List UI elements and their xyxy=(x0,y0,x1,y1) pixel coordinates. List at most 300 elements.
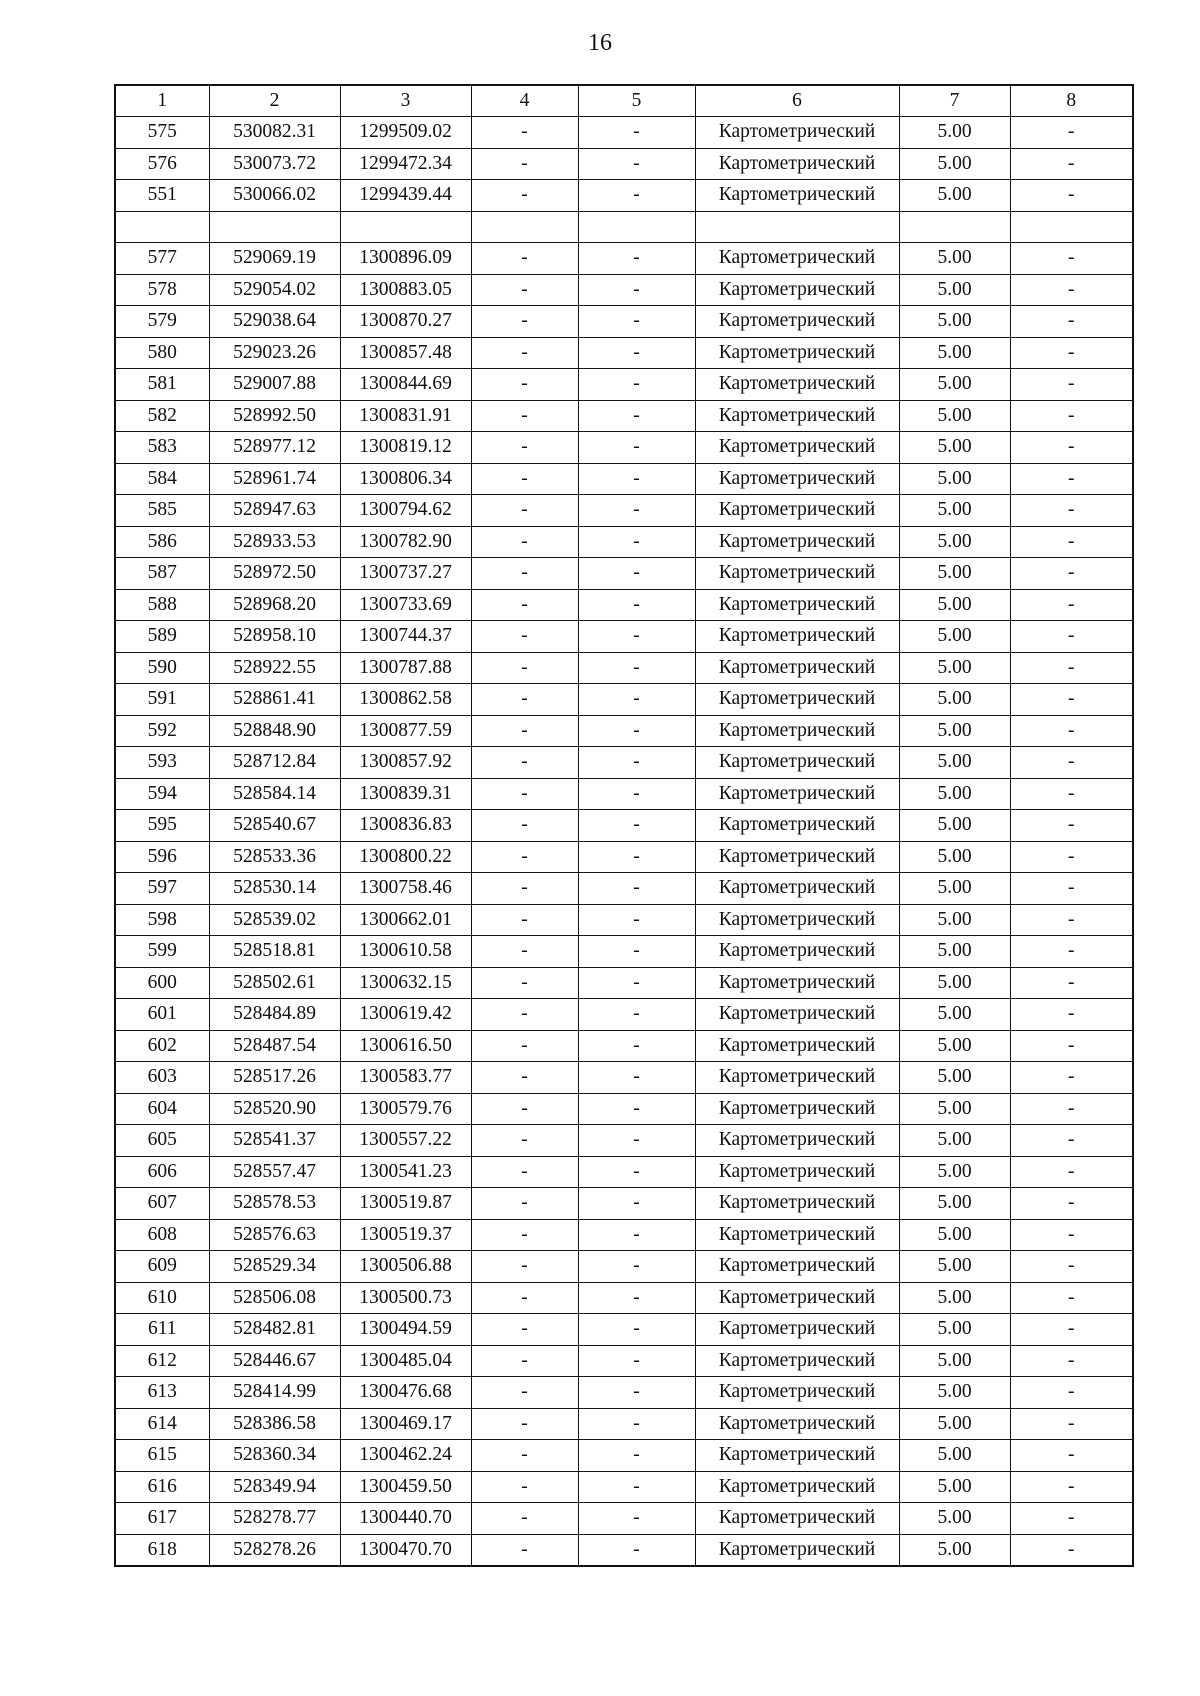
table-row xyxy=(115,904,1133,936)
table-cell: - xyxy=(471,1062,578,1094)
table-cell: 528933.53 xyxy=(209,526,340,558)
table-cell: - xyxy=(578,558,695,590)
table-cell: 528541.37 xyxy=(209,1125,340,1157)
table-cell: - xyxy=(1010,463,1133,495)
table-cell: - xyxy=(471,652,578,684)
table-cell: - xyxy=(1010,526,1133,558)
table-cell: - xyxy=(1010,1408,1133,1440)
table-cell: 1300462.24 xyxy=(340,1440,471,1472)
table-cell: 5.00 xyxy=(899,306,1010,338)
table-row xyxy=(115,621,1133,653)
table-cell: 579 xyxy=(115,306,209,338)
table-cell: 528530.14 xyxy=(209,873,340,905)
table-cell: 528968.20 xyxy=(209,589,340,621)
table-cell: 5.00 xyxy=(899,1440,1010,1472)
table-cell: 592 xyxy=(115,715,209,747)
table-cell: 1300744.37 xyxy=(340,621,471,653)
table-cell: - xyxy=(578,1219,695,1251)
table-row xyxy=(115,1408,1133,1440)
table-cell: 5.00 xyxy=(899,841,1010,873)
table-cell: - xyxy=(1010,841,1133,873)
table-cell: 528360.34 xyxy=(209,1440,340,1472)
table-row xyxy=(115,148,1133,180)
table-cell: Картометрический xyxy=(695,1125,899,1157)
table-cell: - xyxy=(1010,873,1133,905)
table-cell: - xyxy=(471,621,578,653)
table-cell: 618 xyxy=(115,1534,209,1566)
table-cell: 607 xyxy=(115,1188,209,1220)
table-cell: 5.00 xyxy=(899,495,1010,527)
table-row xyxy=(115,589,1133,621)
table-cell: 529054.02 xyxy=(209,274,340,306)
table-cell: Картометрический xyxy=(695,495,899,527)
table-cell: 5.00 xyxy=(899,1030,1010,1062)
table-cell: 616 xyxy=(115,1471,209,1503)
table-cell: 610 xyxy=(115,1282,209,1314)
table-cell: Картометрический xyxy=(695,1534,899,1566)
table-cell: - xyxy=(1010,1125,1133,1157)
table-cell: 5.00 xyxy=(899,1471,1010,1503)
table-cell: 580 xyxy=(115,337,209,369)
table-cell: - xyxy=(1010,1251,1133,1283)
table-cell: Картометрический xyxy=(695,1471,899,1503)
table-cell: Картометрический xyxy=(695,1030,899,1062)
table-cell: 5.00 xyxy=(899,967,1010,999)
table-cell: 1300459.50 xyxy=(340,1471,471,1503)
table-cell: - xyxy=(1010,652,1133,684)
table-cell: 609 xyxy=(115,1251,209,1283)
table-cell: - xyxy=(578,1125,695,1157)
table-cell: Картометрический xyxy=(695,558,899,590)
table-cell: 530066.02 xyxy=(209,180,340,212)
table-cell: 613 xyxy=(115,1377,209,1409)
table-cell: 5.00 xyxy=(899,369,1010,401)
table-cell: - xyxy=(471,873,578,905)
table-cell: Картометрический xyxy=(695,337,899,369)
table-cell: 584 xyxy=(115,463,209,495)
table-cell: 1300806.34 xyxy=(340,463,471,495)
table-cell: 611 xyxy=(115,1314,209,1346)
table-cell: - xyxy=(471,1345,578,1377)
table-cell: - xyxy=(471,747,578,779)
table-cell: Картометрический xyxy=(695,1314,899,1346)
table-cell: Картометрический xyxy=(695,400,899,432)
table-cell: - xyxy=(578,747,695,779)
table-cell: 1300787.88 xyxy=(340,652,471,684)
table-cell: 1300883.05 xyxy=(340,274,471,306)
table-cell: 528557.47 xyxy=(209,1156,340,1188)
table-cell: 1300737.27 xyxy=(340,558,471,590)
table-cell: 528977.12 xyxy=(209,432,340,464)
table-cell: 576 xyxy=(115,148,209,180)
table-row xyxy=(115,810,1133,842)
table-cell: 528502.61 xyxy=(209,967,340,999)
table-cell: - xyxy=(471,1125,578,1157)
table-cell: 528947.63 xyxy=(209,495,340,527)
table-cell: - xyxy=(471,369,578,401)
table-cell: 593 xyxy=(115,747,209,779)
table-cell xyxy=(1010,211,1133,243)
table-cell: Картометрический xyxy=(695,715,899,747)
table-cell: - xyxy=(1010,306,1133,338)
table-cell: - xyxy=(578,1440,695,1472)
table-cell: 602 xyxy=(115,1030,209,1062)
table-row xyxy=(115,1534,1133,1566)
table-cell: 5.00 xyxy=(899,243,1010,275)
table-row xyxy=(115,1125,1133,1157)
column-header-3: 3 xyxy=(340,85,471,117)
table-cell: 5.00 xyxy=(899,463,1010,495)
table-cell: 5.00 xyxy=(899,1503,1010,1535)
table-cell: 5.00 xyxy=(899,1314,1010,1346)
table-cell: Картометрический xyxy=(695,999,899,1031)
table-cell: - xyxy=(578,1062,695,1094)
table-cell: 5.00 xyxy=(899,1093,1010,1125)
table-cell: Картометрический xyxy=(695,1503,899,1535)
table-cell: 528539.02 xyxy=(209,904,340,936)
table-cell: 5.00 xyxy=(899,1377,1010,1409)
table-cell: - xyxy=(1010,1503,1133,1535)
table-body xyxy=(115,117,1133,1567)
table-header-row xyxy=(115,85,1133,117)
table-cell xyxy=(209,211,340,243)
table-cell xyxy=(578,211,695,243)
table-cell: 603 xyxy=(115,1062,209,1094)
table-cell: - xyxy=(1010,1282,1133,1314)
table-cell: 583 xyxy=(115,432,209,464)
table-cell xyxy=(471,211,578,243)
column-header-5: 5 xyxy=(578,85,695,117)
table-cell: 596 xyxy=(115,841,209,873)
table-cell: - xyxy=(471,117,578,149)
table-cell: - xyxy=(578,999,695,1031)
table-cell: 528446.67 xyxy=(209,1345,340,1377)
table-cell: - xyxy=(471,1188,578,1220)
table-row xyxy=(115,1377,1133,1409)
table-row xyxy=(115,558,1133,590)
table-cell: Картометрический xyxy=(695,306,899,338)
table-row xyxy=(115,747,1133,779)
table-row xyxy=(115,1251,1133,1283)
table-cell: 1300519.37 xyxy=(340,1219,471,1251)
table-cell: - xyxy=(471,1314,578,1346)
table-cell: - xyxy=(471,526,578,558)
table-cell: - xyxy=(1010,1314,1133,1346)
table-cell: 529069.19 xyxy=(209,243,340,275)
table-cell: 528414.99 xyxy=(209,1377,340,1409)
table-cell: - xyxy=(471,274,578,306)
table-cell: Картометрический xyxy=(695,1188,899,1220)
table-cell: - xyxy=(1010,1030,1133,1062)
table-cell: 1300583.77 xyxy=(340,1062,471,1094)
table-row xyxy=(115,1282,1133,1314)
table-cell: 599 xyxy=(115,936,209,968)
table-cell: 529023.26 xyxy=(209,337,340,369)
table-cell: 1300870.27 xyxy=(340,306,471,338)
table-cell: 5.00 xyxy=(899,148,1010,180)
table-cell: - xyxy=(578,1534,695,1566)
table-cell: 604 xyxy=(115,1093,209,1125)
table-cell: 5.00 xyxy=(899,778,1010,810)
table-cell: 5.00 xyxy=(899,1156,1010,1188)
table-cell: 528517.26 xyxy=(209,1062,340,1094)
table-cell: 615 xyxy=(115,1440,209,1472)
table-cell: 614 xyxy=(115,1408,209,1440)
table-cell: Картометрический xyxy=(695,180,899,212)
table-cell: 5.00 xyxy=(899,1188,1010,1220)
table-cell: - xyxy=(578,432,695,464)
table-cell: Картометрический xyxy=(695,1062,899,1094)
table-cell: Картометрический xyxy=(695,1251,899,1283)
table-cell: 1300619.42 xyxy=(340,999,471,1031)
table-cell: 1300844.69 xyxy=(340,369,471,401)
table-cell: 1300800.22 xyxy=(340,841,471,873)
table-cell: - xyxy=(578,180,695,212)
table-cell: 1300557.22 xyxy=(340,1125,471,1157)
table-cell: - xyxy=(578,589,695,621)
table-cell: Картометрический xyxy=(695,1440,899,1472)
table-cell: - xyxy=(578,1345,695,1377)
table-cell: 1300836.83 xyxy=(340,810,471,842)
table-row xyxy=(115,841,1133,873)
table-cell: - xyxy=(1010,936,1133,968)
table-cell: - xyxy=(471,306,578,338)
table-cell: 528958.10 xyxy=(209,621,340,653)
table-cell: 1300862.58 xyxy=(340,684,471,716)
table-cell: 581 xyxy=(115,369,209,401)
table-cell: 5.00 xyxy=(899,337,1010,369)
table-row xyxy=(115,495,1133,527)
table-cell: 1300506.88 xyxy=(340,1251,471,1283)
table-cell: - xyxy=(578,495,695,527)
table-cell: Картометрический xyxy=(695,1093,899,1125)
table-cell: - xyxy=(471,936,578,968)
table-cell: - xyxy=(1010,1440,1133,1472)
table-row xyxy=(115,369,1133,401)
table-cell: 594 xyxy=(115,778,209,810)
table-cell: - xyxy=(471,148,578,180)
table-row xyxy=(115,778,1133,810)
table-cell: Картометрический xyxy=(695,684,899,716)
table-row xyxy=(115,684,1133,716)
table-cell: 1300877.59 xyxy=(340,715,471,747)
table-cell: 528578.53 xyxy=(209,1188,340,1220)
table-cell: 528992.50 xyxy=(209,400,340,432)
table-cell: 528529.34 xyxy=(209,1251,340,1283)
column-header-6: 6 xyxy=(695,85,899,117)
table-cell: Картометрический xyxy=(695,652,899,684)
table-cell: - xyxy=(471,558,578,590)
table-cell: 612 xyxy=(115,1345,209,1377)
table-cell: 1300831.91 xyxy=(340,400,471,432)
table-cell: - xyxy=(578,1408,695,1440)
table-cell: - xyxy=(471,495,578,527)
table-cell: 528584.14 xyxy=(209,778,340,810)
table-cell: 1300733.69 xyxy=(340,589,471,621)
table-row xyxy=(115,274,1133,306)
table-row xyxy=(115,1030,1133,1062)
table-row xyxy=(115,999,1133,1031)
table-cell: 575 xyxy=(115,117,209,149)
column-header-4: 4 xyxy=(471,85,578,117)
table-cell: Картометрический xyxy=(695,936,899,968)
table-cell: - xyxy=(1010,1093,1133,1125)
table-row xyxy=(115,337,1133,369)
table-cell: 1300579.76 xyxy=(340,1093,471,1125)
table-cell: - xyxy=(1010,1219,1133,1251)
table-cell: - xyxy=(471,1440,578,1472)
table-cell: 528712.84 xyxy=(209,747,340,779)
table-cell: 5.00 xyxy=(899,1125,1010,1157)
table-cell: - xyxy=(471,841,578,873)
table-cell: 5.00 xyxy=(899,936,1010,968)
table-cell: 5.00 xyxy=(899,432,1010,464)
table-cell: - xyxy=(471,715,578,747)
table-cell: - xyxy=(471,999,578,1031)
table-cell: 1300782.90 xyxy=(340,526,471,558)
table-cell: - xyxy=(578,684,695,716)
table-cell: 1300500.73 xyxy=(340,1282,471,1314)
table-cell: Картометрический xyxy=(695,148,899,180)
table-cell xyxy=(695,211,899,243)
table-row xyxy=(115,306,1133,338)
table-cell: - xyxy=(578,936,695,968)
table-row xyxy=(115,1219,1133,1251)
table-cell: - xyxy=(578,400,695,432)
table-cell: - xyxy=(1010,589,1133,621)
table-cell: Картометрический xyxy=(695,526,899,558)
table-cell: Картометрический xyxy=(695,1282,899,1314)
table-cell: - xyxy=(471,1471,578,1503)
table-cell: - xyxy=(578,967,695,999)
table-cell: 5.00 xyxy=(899,652,1010,684)
table-cell: 5.00 xyxy=(899,1345,1010,1377)
table-cell: 601 xyxy=(115,999,209,1031)
table-cell: 597 xyxy=(115,873,209,905)
table-cell: 1300616.50 xyxy=(340,1030,471,1062)
table-cell: 528278.26 xyxy=(209,1534,340,1566)
table-row xyxy=(115,117,1133,149)
table-cell: 530082.31 xyxy=(209,117,340,149)
table-cell: 5.00 xyxy=(899,810,1010,842)
table-cell: - xyxy=(578,1093,695,1125)
table-cell: - xyxy=(1010,778,1133,810)
table-cell: 617 xyxy=(115,1503,209,1535)
table-cell: - xyxy=(471,778,578,810)
table-cell: 1300440.70 xyxy=(340,1503,471,1535)
table-cell: 5.00 xyxy=(899,621,1010,653)
table-cell: Картометрический xyxy=(695,1377,899,1409)
table-cell: 1300485.04 xyxy=(340,1345,471,1377)
table-cell: Картометрический xyxy=(695,589,899,621)
table-cell: - xyxy=(1010,1345,1133,1377)
table-cell: - xyxy=(578,117,695,149)
table-cell: - xyxy=(1010,967,1133,999)
table-cell: Картометрический xyxy=(695,274,899,306)
table-row xyxy=(115,211,1133,243)
table-cell: - xyxy=(578,810,695,842)
table-cell: 608 xyxy=(115,1219,209,1251)
table-cell: 1300541.23 xyxy=(340,1156,471,1188)
table-cell: - xyxy=(471,810,578,842)
table-cell: 5.00 xyxy=(899,715,1010,747)
table-cell: Картометрический xyxy=(695,967,899,999)
table-cell: 1300662.01 xyxy=(340,904,471,936)
table-cell: - xyxy=(1010,558,1133,590)
table-cell: 529038.64 xyxy=(209,306,340,338)
table-cell: - xyxy=(578,841,695,873)
table-cell: - xyxy=(1010,400,1133,432)
table-row xyxy=(115,1093,1133,1125)
table-cell: 528484.89 xyxy=(209,999,340,1031)
table-cell: - xyxy=(471,1377,578,1409)
table-cell: 528533.36 xyxy=(209,841,340,873)
table-row xyxy=(115,715,1133,747)
table-cell: 595 xyxy=(115,810,209,842)
table-cell: - xyxy=(1010,432,1133,464)
table-cell: 5.00 xyxy=(899,873,1010,905)
table-cell: 1300519.87 xyxy=(340,1188,471,1220)
table-row xyxy=(115,873,1133,905)
table-cell: Картометрический xyxy=(695,873,899,905)
table-cell: 530073.72 xyxy=(209,148,340,180)
table-cell: 528520.90 xyxy=(209,1093,340,1125)
table-cell: 587 xyxy=(115,558,209,590)
table-cell: 1300839.31 xyxy=(340,778,471,810)
table-cell: 5.00 xyxy=(899,400,1010,432)
table-cell: 528349.94 xyxy=(209,1471,340,1503)
table-cell: 528540.67 xyxy=(209,810,340,842)
table-cell: - xyxy=(1010,1471,1133,1503)
table-cell: 528482.81 xyxy=(209,1314,340,1346)
table-cell: - xyxy=(1010,747,1133,779)
table-cell: Картометрический xyxy=(695,1219,899,1251)
column-header-2: 2 xyxy=(209,85,340,117)
table-cell: - xyxy=(578,652,695,684)
table-cell: - xyxy=(1010,337,1133,369)
table-cell: Картометрический xyxy=(695,747,899,779)
table-cell: - xyxy=(1010,999,1133,1031)
table-cell: - xyxy=(1010,1377,1133,1409)
table-cell: - xyxy=(578,369,695,401)
table-cell: - xyxy=(471,1251,578,1283)
table-cell: 1299509.02 xyxy=(340,117,471,149)
table-cell: 529007.88 xyxy=(209,369,340,401)
table-row xyxy=(115,1156,1133,1188)
table-cell: - xyxy=(578,337,695,369)
table-cell: 528576.63 xyxy=(209,1219,340,1251)
table-cell: Картометрический xyxy=(695,369,899,401)
table-cell: - xyxy=(471,1219,578,1251)
table-cell: 528518.81 xyxy=(209,936,340,968)
table-row xyxy=(115,1345,1133,1377)
table-cell: 1300819.12 xyxy=(340,432,471,464)
table-cell: 5.00 xyxy=(899,274,1010,306)
table-cell: - xyxy=(471,1156,578,1188)
table-cell: 1300610.58 xyxy=(340,936,471,968)
table-cell: 578 xyxy=(115,274,209,306)
table-cell: - xyxy=(471,1503,578,1535)
table-cell: - xyxy=(578,1377,695,1409)
table-cell: - xyxy=(578,715,695,747)
table-cell: - xyxy=(578,1314,695,1346)
table-cell: - xyxy=(578,1282,695,1314)
table-cell: 586 xyxy=(115,526,209,558)
table-cell: Картометрический xyxy=(695,904,899,936)
table-cell: 528278.77 xyxy=(209,1503,340,1535)
table-cell: - xyxy=(471,684,578,716)
table-row xyxy=(115,652,1133,684)
